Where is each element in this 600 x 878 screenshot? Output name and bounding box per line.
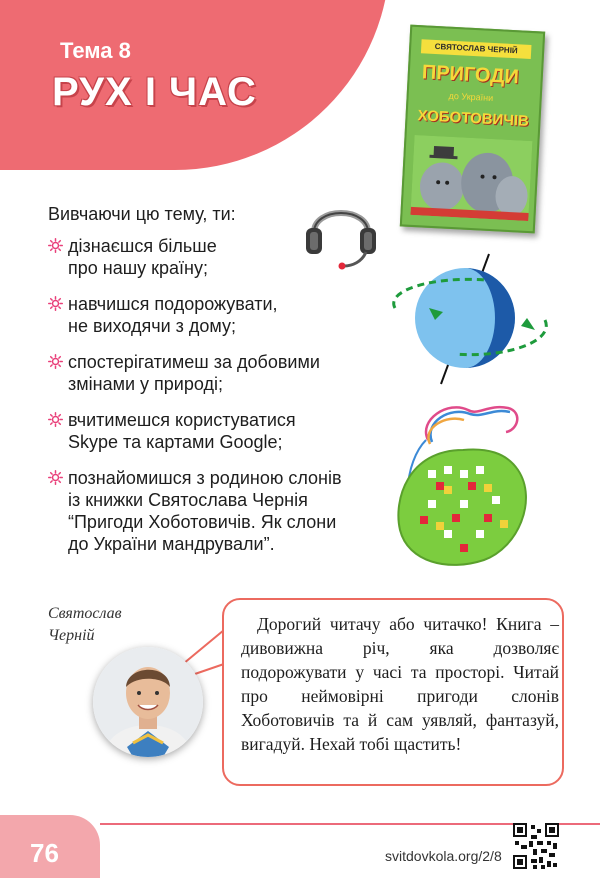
- bullet-line: про нашу країну;: [68, 258, 209, 278]
- topic-label: Тема 8: [60, 38, 131, 63]
- sun-bullet-icon: [48, 470, 63, 485]
- bullet-line: із книжки Святослава Чернія: [68, 490, 308, 510]
- globe-icon: [385, 250, 555, 390]
- qr-code[interactable]: [513, 823, 559, 869]
- bullet-line: до України мандрували”.: [68, 534, 275, 554]
- bullet-line: “Пригоди Хоботовичів. Як слони: [68, 512, 337, 532]
- bullet-line: дізнаєшся більше: [68, 236, 217, 256]
- author-first-name: Святослав: [48, 605, 122, 622]
- topic-title: РУХ І ЧАС: [52, 70, 257, 114]
- author-photo: [93, 647, 203, 757]
- author-last-name: Черній: [48, 627, 95, 644]
- bullet-item: [48, 293, 388, 337]
- sun-bullet-icon: [48, 238, 63, 253]
- author-name: [48, 603, 122, 647]
- bullet-list: [48, 235, 388, 569]
- bullet-line: змінами у природі;: [68, 374, 223, 394]
- book-subtitle: до України: [448, 90, 494, 104]
- bullet-line: навчишся подорожувати,: [68, 294, 278, 314]
- bullet-line: познайомишся з родиною слонів: [68, 468, 342, 488]
- bullet-item: [48, 351, 388, 395]
- sun-bullet-icon: [48, 412, 63, 427]
- bullet-line: Skype та картами Google;: [68, 432, 283, 452]
- intro-text: Вивчаючи цю тему, ти:: [48, 204, 236, 224]
- sun-bullet-icon: [48, 296, 63, 311]
- elephant-illustration: [410, 135, 532, 221]
- headset-icon: [300, 188, 382, 270]
- book-title-line1: ПРИГОДИ: [421, 61, 520, 89]
- bullet-item: [48, 467, 388, 555]
- bullet-line: вчитимешся користуватися: [68, 410, 296, 430]
- site-url[interactable]: svitdovkola.org/2/8: [385, 848, 502, 864]
- avatar: [93, 647, 203, 757]
- bullet-line: спостерігатимеш за добовими: [68, 352, 320, 372]
- page-number: 76: [30, 838, 59, 868]
- bullet-item: [48, 409, 388, 453]
- book-cover: [400, 25, 545, 234]
- book-title-line2: ХОБОТОВИЧІВ: [417, 107, 530, 130]
- craft-icon: [388, 400, 538, 575]
- author-message: Дорогий читачу або читачко! Книга – дивовижна річ, яка дозволяє подорожувати у часі та просторі. Читай про неймовірні пригоди слонів Хоботовичів та й сам уявляй, фантазуй, вигадуй. Нехай тобі щастить!: [241, 614, 559, 754]
- sun-bullet-icon: [48, 354, 63, 369]
- book-author: СВЯТОСЛАВ ЧЕРНІЙ: [421, 39, 532, 59]
- bullet-line: не виходячи з дому;: [68, 316, 237, 336]
